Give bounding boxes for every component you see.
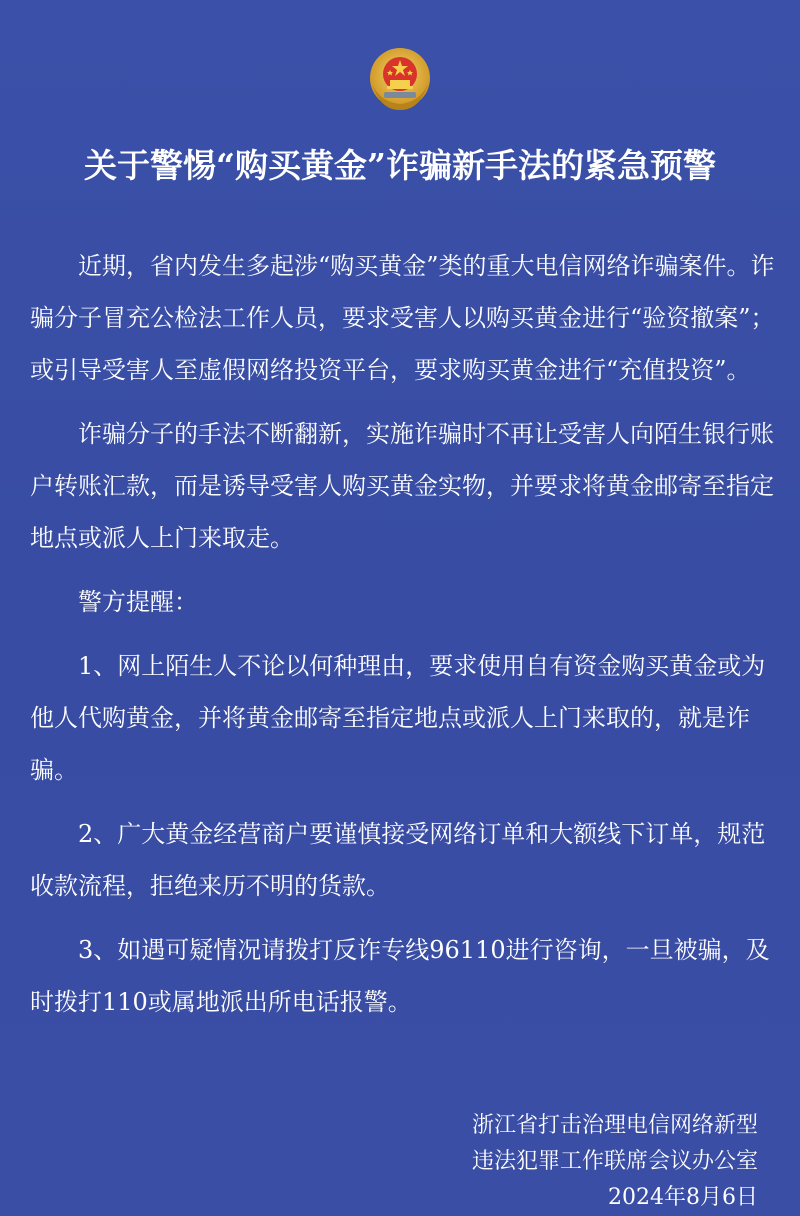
police-emblem-icon xyxy=(360,44,440,112)
body-paragraph-1: 近期，省内发生多起涉“购买黄金”类的重大电信网络诈骗案件。诈骗分子冒充公检法工作人员，要求受害人以购买黄金进行“验资撤案”；或引导受害人至虚假网络投资平台，要求购买黄金进行“充值投资”。 xyxy=(30,252,775,384)
issuer-line-1: 浙江省打击治理电信网络新型 xyxy=(471,1113,758,1138)
body-paragraph-2: 诈骗分子的手法不断翻新，实施诈骗时不再让受害人向陌生银行账户转账汇款，而是诱导受害人购买黄金实物，并要求将黄金邮寄至指定地点或派人上门来取走。 xyxy=(30,420,774,552)
reminder-item-1: 1、网上陌生人不论以何种理由，要求使用自有资金购买黄金或为他人代购黄金，并将黄金邮寄至指定地点或派人上门来取的，就是诈骗。 xyxy=(30,652,766,784)
issuer-line-2: 违法犯罪工作联席会议办公室 xyxy=(471,1149,758,1174)
issuer-signoff xyxy=(472,1108,758,1216)
reminder-item-3: 3、如遇可疑情况请拨打反诈专线96110进行咨询，一旦被骗，及时拨打110或属地派出所电话报警。 xyxy=(30,936,770,1016)
issue-date: 2024年8月6日 xyxy=(608,1185,758,1210)
notice-title: 关于警惕“购买黄金”诈骗新手法的紧急预警 xyxy=(84,146,716,185)
reminder-heading: 警方提醒： xyxy=(78,588,198,616)
notice-body xyxy=(30,240,775,1028)
reminder-item-2: 2、广大黄金经营商户要谨慎接受网络订单和大额线下订单，规范收款流程，拒绝来历不明的货款。 xyxy=(30,820,766,900)
